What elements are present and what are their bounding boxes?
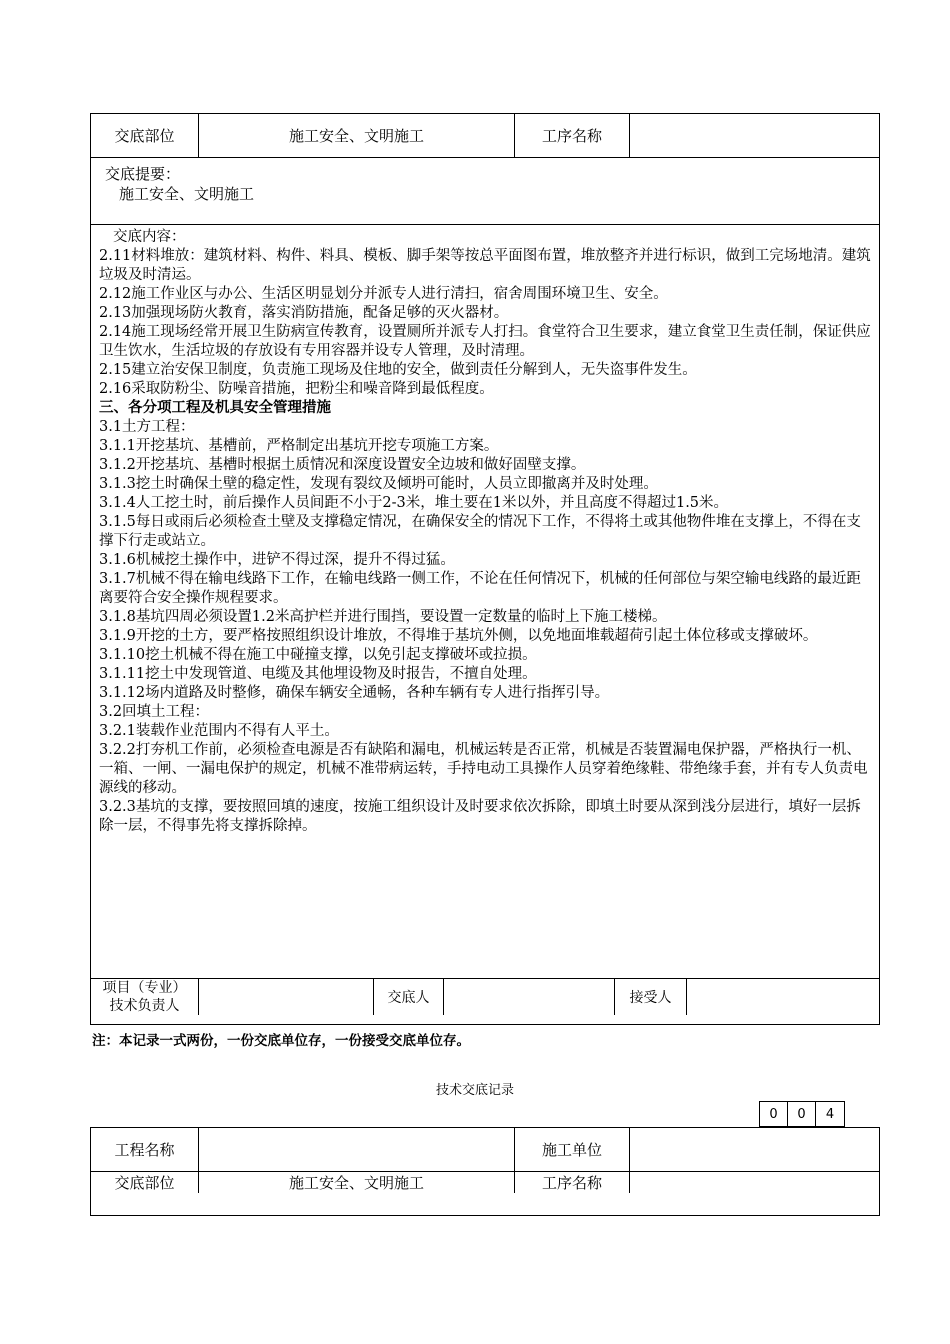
process-label: 工序名称: [515, 114, 630, 157]
content-line: 3.1.5每日或雨后必须检查土壁及支撑稳定情况，在确保安全的情况下工作，不得将土或其他物件堆在支撑上，不得在支撑下行走或站立。: [99, 514, 861, 549]
receiver-value: [687, 979, 879, 1015]
content-line: 3.2回填土工程：: [99, 704, 210, 720]
process-value: [630, 1172, 879, 1193]
table-row: [91, 1172, 879, 1193]
tech-lead-label-line1: 项目（专业）: [102, 980, 187, 996]
record-number: [759, 1101, 845, 1127]
record-digit: 0: [788, 1102, 816, 1126]
part-label: 交底部位: [91, 1172, 199, 1193]
record-digit: 4: [825, 1106, 835, 1122]
summary-text: 施工安全、文明施工: [119, 185, 255, 203]
summary-label: 交底提要：: [105, 165, 181, 183]
content-line: 2.15建立治安保卫制度，负责施工现场及住地的安全，做到责任分解到人，无失盗事件发生。: [99, 362, 697, 378]
content-label: 交底内容：: [113, 229, 186, 245]
content-line: 3.1.4人工挖土时，前后操作人员间距不小于2-3米，堆土要在1米以外，并且高度不得超过1.5米。: [99, 495, 729, 511]
content-line: 2.13加强现场防火教育，落实消防措施，配备足够的灭火器材。: [99, 305, 509, 321]
record-digit: 0: [760, 1102, 788, 1126]
receiver-label: 接受人: [615, 979, 687, 1015]
disclosure-table: [90, 113, 880, 1025]
record-table: [90, 1127, 880, 1216]
content-line: 3.1土方工程：: [99, 419, 195, 435]
content-line: 3.2.3基坑的支撑，要按照回填的速度，按施工组织设计及时要求依次拆除，即填土时要从深到浅分层进行，填好一层拆除一层，不得事先将支撑拆除掉。: [99, 799, 861, 834]
contractor-value: [630, 1128, 879, 1171]
content-line: 3.1.6机械挖土操作中，进铲不得过深，提升不得过猛。: [99, 552, 455, 568]
project-name-label: 工程名称: [91, 1128, 199, 1171]
part-value: 施工安全、文明施工: [199, 114, 515, 157]
tech-lead-label-line2: 技术负责人: [109, 998, 180, 1014]
content-line: 3.1.11挖土中发现管道、电缆及其他埋设物及时报告，不擅自处理。: [99, 666, 537, 682]
part-label: 交底部位: [91, 114, 199, 157]
content-row: [91, 225, 879, 979]
discloser-value: [444, 979, 615, 1015]
content-body: [91, 225, 879, 978]
process-value: [630, 114, 879, 157]
signature-row: [91, 979, 879, 1015]
tech-lead-value: [199, 979, 374, 1015]
process-label: 工序名称: [515, 1172, 630, 1193]
content-line: 3.1.8基坑四周必须设置1.2米高护栏并进行围挡，要设置一定数量的临时上下施工楼梯。: [99, 609, 667, 625]
content-line: 3.1.1开挖基坑、基槽前，严格制定出基坑开挖专项施工方案。: [99, 438, 499, 454]
content-line: 2.14施工现场经常开展卫生防病宣传教育，设置厕所并派专人打扫。食堂符合卫生要求，建立食堂卫生责任制，保证供应卫生饮水，生活垃圾的存放设有专用容器并设专人管理，及时清理。: [99, 324, 871, 359]
discloser-label: 交底人: [374, 979, 444, 1015]
contractor-label: 施工单位: [515, 1128, 630, 1171]
content-line: 3.1.9开挖的土方，要严格按照组织设计堆放，不得堆于基坑外侧，以免地面堆载超荷引起土体位移或支撑破坏。: [99, 628, 818, 644]
project-name-value: [199, 1128, 515, 1171]
content-line: 3.1.2开挖基坑、基槽时根据土质情况和深度设置安全边坡和做好固壁支撑。: [99, 457, 586, 473]
record-title: 技术交底记录: [435, 1083, 514, 1098]
footnote: 注：本记录一式两份，一份交底单位存，一份接受交底单位存。: [92, 1033, 470, 1049]
content-line: 3.2.2打夯机工作前，必须检查电源是否有缺陷和漏电，机械运转是否正常，机械是否装置漏电保护器，严格执行一机、一箱、一闸、一漏电保护的规定，机械不准带病运转，手持电动工具操作人员穿着绝缘鞋、带绝缘手套，并有专人负责电源线的移动。: [99, 742, 868, 796]
summary-row: [91, 158, 879, 225]
content-line: 2.12施工作业区与办公、生活区明显划分并派专人进行清扫，宿舍周围环境卫生、安全。: [99, 286, 668, 302]
content-line: 3.1.3挖土时确保土壁的稳定性，发现有裂纹及倾坍可能时，人员立即撤离并及时处理。: [99, 476, 658, 492]
content-line: 3.1.7机械不得在输电线路下工作，在输电线路一侧工作，不论在任何情况下，机械的任何部位与架空输电线路的最近距离要符合安全操作规程要求。: [99, 571, 861, 606]
content-line: 3.1.10挖土机械不得在施工中碰撞支撑，以免引起支撑破坏或拉损。: [99, 647, 537, 663]
part-value: 施工安全、文明施工: [199, 1172, 515, 1193]
tech-lead-label: [91, 979, 199, 1015]
content-line: 3.1.12场内道路及时整修，确保车辆安全通畅，各种车辆有专人进行指挥引导。: [99, 685, 610, 701]
content-line: 2.11材料堆放：建筑材料、构件、料具、模板、脚手架等按总平面图布置，堆放整齐并进行标识，做到工完场地清。建筑垃圾及时清运。: [99, 248, 871, 283]
table-row: [91, 114, 879, 158]
content-line: 2.16采取防粉尘、防噪音措施，把粉尘和噪音降到最低程度。: [99, 381, 494, 397]
content-line: 3.2.1装载作业范围内不得有人平土。: [99, 723, 339, 739]
section-heading: 三、各分项工程及机具安全管理措施: [99, 400, 331, 416]
table-row: [91, 1128, 879, 1172]
